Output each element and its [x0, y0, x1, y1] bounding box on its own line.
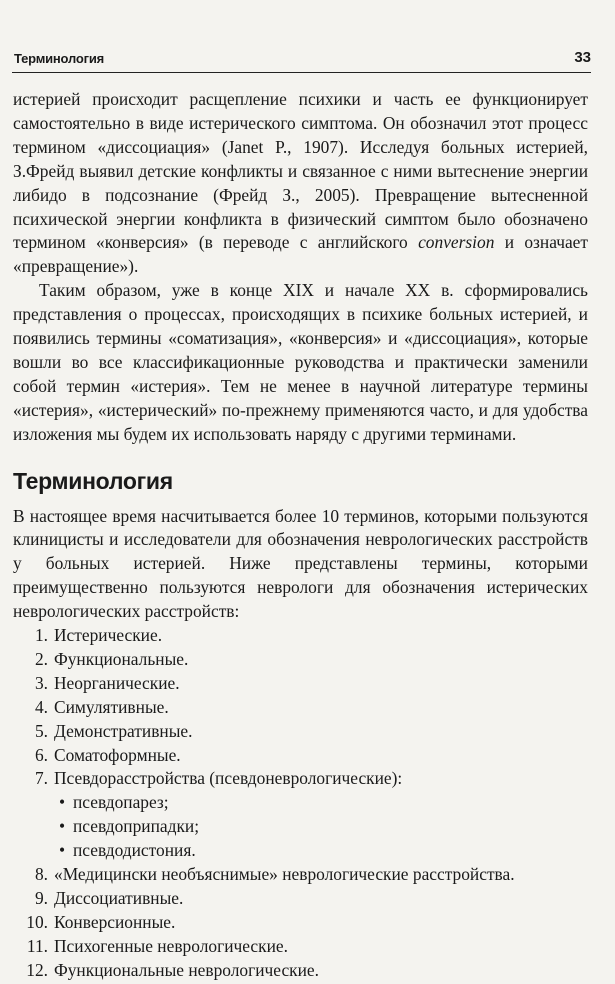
paragraph-continued	[13, 88, 588, 279]
list-item	[13, 744, 588, 768]
list-number: 6.	[34, 744, 48, 765]
list-item	[13, 624, 588, 648]
list-label: Функциональные неврологические.	[54, 959, 319, 980]
list-item	[13, 959, 588, 983]
list-number: 4.	[34, 696, 48, 717]
sub-list-item: • псевдопарез;	[59, 791, 588, 815]
list-label: Психогенные неврологические.	[54, 935, 288, 956]
list-item	[13, 767, 588, 791]
list-number: 5.	[34, 720, 48, 741]
running-header	[14, 44, 591, 66]
list-number: 7.	[34, 768, 48, 789]
terms-list	[13, 624, 588, 791]
paragraph-text: и означает «превращение»).	[13, 232, 588, 277]
sub-list-item: • псевдодистония.	[59, 839, 588, 863]
list-item	[13, 935, 588, 959]
page-body	[13, 88, 588, 983]
italic-term: conversion	[418, 232, 495, 253]
subterms-list	[13, 791, 588, 863]
paragraph-text: истерией происходит расщепление психики и часть ее функционирует самостоятельно в виде истерического симптома. Он обозначил этот процесс термином «диссоциация» (Janet P., 1907). Исследуя больных истерией, З.Фрейд выявил детские конфликты и связанное с ними вытеснение энергии либидо в подсознание (Фрейд З., 2005). Превращение вытесненной психической энергии конфликта в физический симптом было обозначено термином «конверсия» (в переводе с английского	[13, 89, 588, 253]
list-item	[13, 672, 588, 696]
section-intro: В настоящее время насчитывается более 10 терминов, которыми пользуются клиницисты и исследователи для обозначения неврологических расстройств у больных истерией. Ниже представлены термины, которыми преимущественно пользуются неврологи для обозначения истерических неврологических расстройств:	[13, 505, 588, 622]
list-number: 10.	[26, 911, 48, 932]
list-item	[13, 863, 588, 887]
list-number: 3.	[34, 672, 48, 693]
section-heading: Терминология	[13, 467, 173, 494]
list-label: Конверсионные.	[54, 911, 176, 932]
list-item	[13, 696, 588, 720]
list-number: 8.	[34, 864, 48, 885]
paragraph: Таким образом, уже в конце XIX и начале XX в. сформировались представления о процессах, происходящих в психике больных истерией, и появились термины «соматизация», «конверсия» и «диссоциация», которые вошли во все классификационные руководства и практически заменили собой термин «истерия». Тем не менее в научной литературе термины «истерия», «истерический» по-прежнему применяются часто, и для удобства изложения мы будем их использовать наряду с другими терминами.	[13, 280, 588, 444]
list-item	[13, 720, 588, 744]
header-rule	[12, 72, 591, 73]
list-number: 12.	[26, 959, 48, 980]
list-label: Неорганические.	[54, 672, 180, 693]
list-number: 9.	[34, 888, 48, 908]
list-label: Диссоциативные.	[54, 888, 184, 908]
list-label: Псевдорасстройства (псевдоневрологические):	[54, 768, 403, 789]
list-number: 2.	[34, 648, 48, 669]
list-label: Демонстративные.	[54, 720, 193, 741]
list-number: 11.	[26, 935, 48, 956]
sub-list-item: • псевдоприпадки;	[59, 815, 588, 839]
list-label: Истерические.	[54, 625, 163, 646]
list-label: «Медицински необъяснимые» неврологические расстройства.	[54, 864, 515, 885]
list-item	[13, 887, 588, 911]
list-item	[13, 648, 588, 672]
list-label: Симулятивные.	[54, 696, 169, 717]
page-number: 33	[574, 49, 591, 66]
terms-list-continued	[13, 863, 588, 983]
list-item	[13, 911, 588, 935]
list-label: Функциональные.	[54, 648, 189, 669]
list-label: Соматоформные.	[54, 744, 181, 765]
running-title: Терминология	[14, 51, 104, 66]
list-number: 1.	[34, 625, 48, 646]
